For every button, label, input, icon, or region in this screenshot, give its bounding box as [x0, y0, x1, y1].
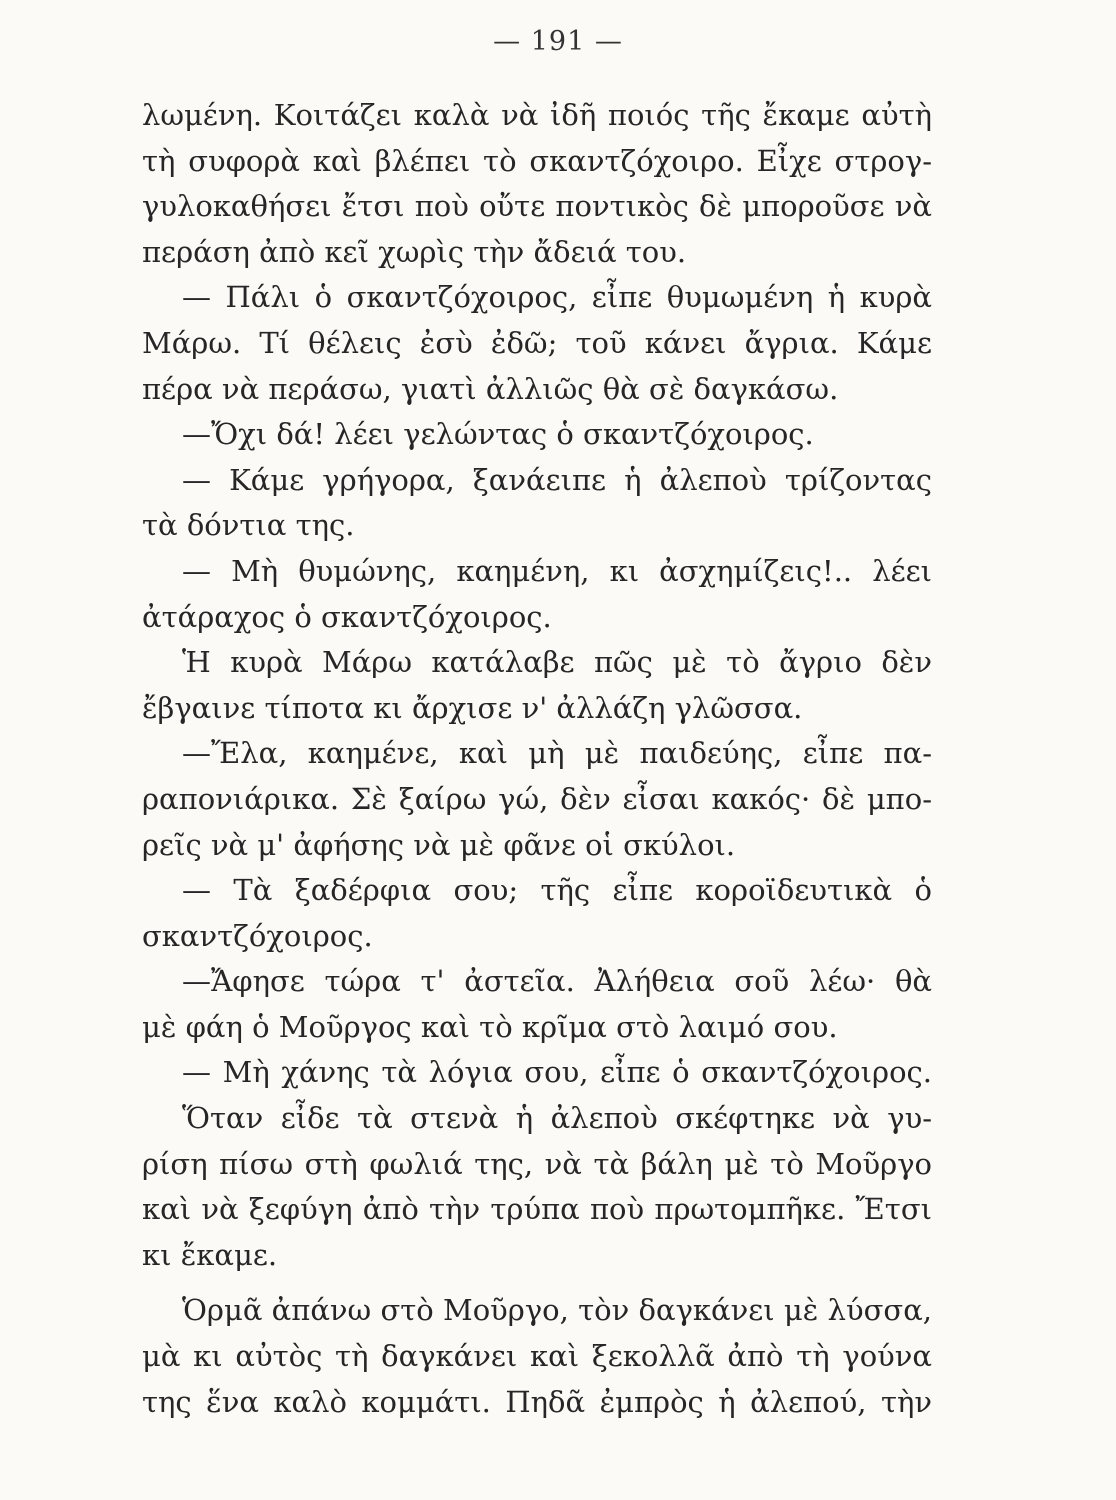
text-line: —Ἔλα, καημένε, καὶ μὴ μὲ παιδεύης, εἶπε πα-	[182, 736, 932, 771]
text-line: κι ἔκαμε.	[142, 1237, 278, 1272]
text-line: — Μὴ χάνης τὰ λόγια σου, εἶπε ὁ σκαντζόχοιρος.	[182, 1055, 932, 1090]
text-line: ραπονιάρικα. Σὲ ξαίρω γώ, δὲν εἶσαι κακός· δὲ μπο-	[142, 781, 932, 816]
text-line: μὲ φάη ὁ Μοῦργος καὶ τὸ κρῖμα στὸ λαιμό σου.	[142, 1009, 838, 1044]
text-line: της ἕνα καλὸ κομμάτι. Πηδᾶ ἐμπρὸς ἡ ἀλεπού, τὴν	[142, 1384, 932, 1419]
text-line: μὰ κι αὐτὸς τὴ δαγκάνει καὶ ξεκολλᾶ ἀπὸ τὴ γούνα	[142, 1339, 932, 1374]
text-line: ἔβγαινε τίποτα κι ἄρχισε ν' ἀλλάζη γλῶσσα.	[142, 690, 803, 725]
page-number: — 191 —	[493, 26, 623, 57]
text-line: — Πάλι ὁ σκαντζόχοιρος, εἶπε θυμωμένη ἡ κυρὰ	[182, 280, 932, 315]
text-line: τὰ δόντια της.	[142, 508, 355, 543]
text-line: — Κάμε γρήγορα, ξανάειπε ἡ ἀλεποὺ τρίζοντας	[182, 462, 932, 497]
text-line: ρεῖς νὰ μ' ἀφήσης νὰ μὲ φᾶνε οἱ σκύλοι.	[142, 827, 736, 862]
text-line: — Τὰ ξαδέρφια σου; τῆς εἶπε κοροϊδευτικὰ ὁ	[182, 873, 932, 908]
text-line: τὴ συφορὰ καὶ βλέπει τὸ σκαντζόχοιρο. Εἶχε στρογ-	[142, 143, 932, 178]
text-line: γυλοκαθήσει ἔτσι ποὺ οὔτε ποντικὸς δὲ μποροῦσε νὰ	[142, 189, 932, 224]
text-line: ρίση πίσω στὴ φωλιά της, νὰ τὰ βάλη μὲ τὸ Μοῦργο	[142, 1146, 932, 1181]
text-line: Ὁρμᾶ ἀπάνω στὸ Μοῦργο, τὸν δαγκάνει μὲ λύσσα,	[182, 1293, 932, 1328]
text-line: περάση ἀπὸ κεῖ χωρὶς τὴν ἄδειά του.	[142, 234, 687, 269]
text-line: Ἡ κυρὰ Μάρω κατάλαβε πῶς μὲ τὸ ἄγριο δὲν	[182, 645, 932, 680]
text-line: — Μὴ θυμώνης, καημένη, κι ἀσχημίζεις!.. λέει	[182, 553, 932, 588]
text-line: ἀτάραχος ὁ σκαντζόχοιρος.	[142, 599, 552, 634]
text-line: καὶ νὰ ξεφύγη ἀπὸ τὴν τρύπα ποὺ πρωτομπῆκε. Ἔτσι	[142, 1192, 932, 1227]
body-text	[142, 93, 932, 1425]
text-line: σκαντζόχοιρος.	[142, 918, 373, 953]
text-line: —Ὄχι δά! λέει γελώντας ὁ σκαντζόχοιρος.	[182, 417, 814, 452]
text-line: —Ἄφησε τώρα τ' ἀστεῖα. Ἀλήθεια σοῦ λέω· θὰ	[182, 964, 932, 999]
text-line: λωμένη. Κοιτάζει καλὰ νὰ ἰδῆ ποιός τῆς ἔκαμε αὐτὴ	[142, 98, 932, 132]
text-line: Μάρω. Τί θέλεις ἐσὺ ἐδῶ; τοῦ κάνει ἄγρια. Κάμε	[142, 325, 932, 360]
text-line: Ὅταν εἶδε τὰ στενὰ ἡ ἀλεποὺ σκέφτηκε νὰ γυ-	[182, 1101, 932, 1136]
text-line: πέρα νὰ περάσω, γιατὶ ἀλλιῶς θὰ σὲ δαγκάσω.	[142, 371, 839, 406]
